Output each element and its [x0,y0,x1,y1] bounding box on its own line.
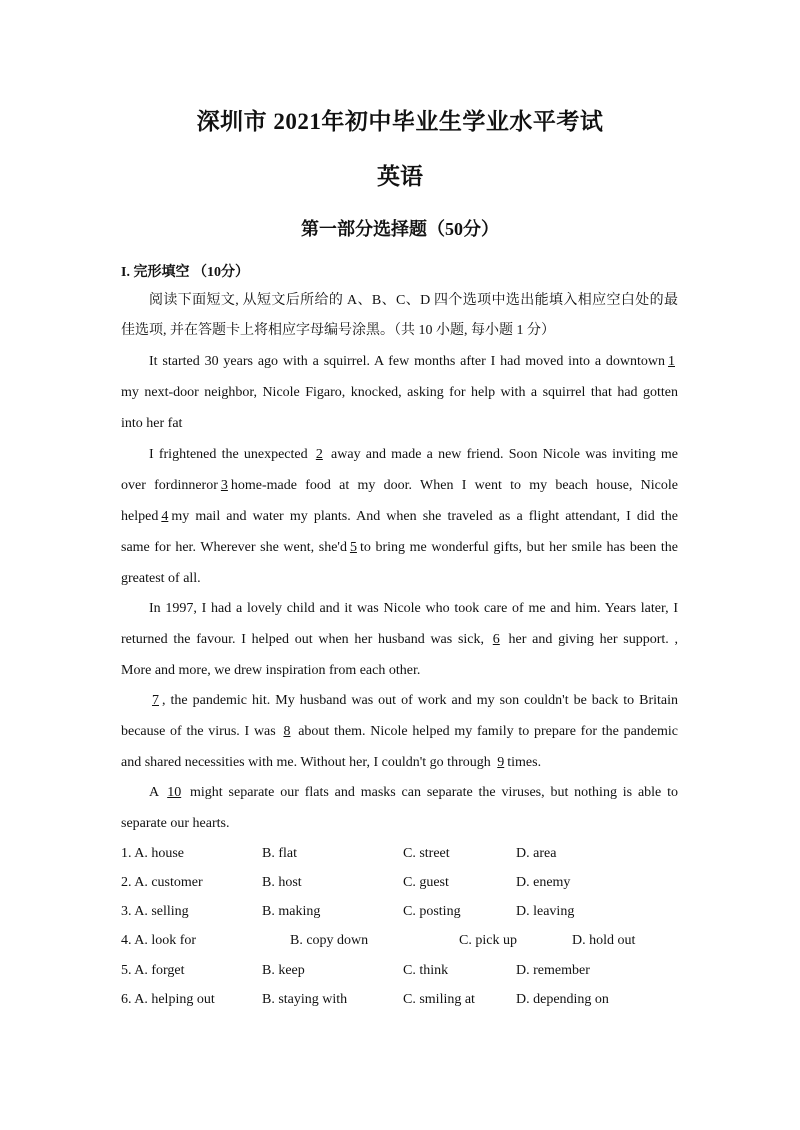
blank-2: 2 [315,447,323,462]
passage-line [121,631,678,649]
passage-text: It started 30 years ago with a squirrel. A few months after I had moved into a downtown [149,354,665,369]
option-1-b: B. flat [262,846,297,861]
option-4-a: 4. A. look for [121,933,197,948]
blank-5: 5 [349,540,357,555]
passage-text: A [149,785,159,800]
passage-line: More and more, we drew inspiration from each other. [121,663,421,678]
passage-text: I frightened the unexpected [149,447,308,462]
passage-text: my mail and water my plants. And when she traveled as a flight attendant, I did the [171,509,678,524]
passage-text: helped [121,509,159,524]
passage-text: about them. Nicole helped my family to prepare for the pandemic [298,724,679,739]
section-heading: I. 完形填空 （10分） [121,265,249,280]
option-6-b: B. staying with [262,992,348,1007]
blank-7: 7 [152,693,159,708]
passage-line: separate our hearts. [121,816,230,831]
option-2-a: 2. A. customer [121,875,203,890]
passage-text: because of the virus. I was [121,724,276,739]
passage-text: returned the favour. I helped out when her husband was sick, [121,632,485,647]
option-2-c: C. guest [403,875,449,890]
passage-text: her and giving her support. , [508,632,679,647]
passage-text: away and made a new friend. Soon Nicole was inviting me [331,447,679,462]
option-3-a: 3. A. selling [121,904,189,919]
option-6-c: C. smiling at [403,992,475,1007]
passage-line [121,754,678,772]
passage-text: and shared necessities with me. Without her, I couldn't go through [121,755,491,770]
exam-title: 深圳市 2021年初中毕业生学业水平考试 [196,109,604,134]
blank-3: 3 [220,478,228,493]
option-6-a: 6. A. helping out [121,992,215,1007]
passage-line: greatest of all. [121,571,201,586]
subject-title: 英语 [377,164,423,189]
passage-line: into her fat [121,416,183,431]
passage-text: same for her. Wherever she went, she'd [121,540,347,555]
passage-text: might separate our flats and masks can separate the viruses, but nothing is able to [190,785,679,800]
part-title: 第一部分选择题（50分） [301,219,499,239]
passage-line [121,446,678,464]
passage-line [121,784,678,802]
passage-text: times. [507,755,542,770]
passage-text: to bring me wonderful gifts, but her smile has been the [359,540,678,555]
option-5-b: B. keep [262,963,305,978]
option-1-c: C. street [403,846,450,861]
blank-9: 9 [497,755,505,770]
option-3-b: B. making [262,904,321,919]
option-4-b: B. copy down [290,933,369,948]
instruction-line-2: 佳选项, 并在答题卡上将相应字母编号涂黑。（共 10 小题, 每小题 1 分） [121,323,555,338]
option-2-b: B. host [262,875,302,890]
option-5-c: C. think [403,963,449,978]
blank-8: 8 [283,724,291,739]
option-1-a: 1. A. house [121,846,184,861]
passage-line: my next-door neighbor, Nicole Figaro, knocked, asking for help with a squirrel that had gotten [121,385,678,400]
option-5-d: D. remember [516,963,590,978]
blank-10: 10 [167,785,182,800]
passage-line [121,539,678,557]
instruction-line-1: 阅读下面短文, 从短文后所给的 A、B、C、D 四个选项中选出能填入相应空白处的最 [149,293,678,308]
option-3-d: D. leaving [516,904,575,919]
passage-line [121,508,678,526]
blank-4: 4 [161,509,169,524]
passage-text: over fordinneror [121,478,218,493]
option-3-c: C. posting [403,904,461,919]
passage-line [121,353,678,371]
option-2-d: D. enemy [516,875,571,890]
option-4-d: D. hold out [572,933,636,948]
option-6-d: D. depending on [516,992,609,1007]
passage-line [121,723,678,741]
blank-6: 6 [492,632,500,647]
option-1-d: D. area [516,846,557,861]
passage-text: home-made food at my door. When I went to my beach house, Nicole [230,478,678,493]
passage-text: , the pandemic hit. My husband was out of work and my son couldn't be back to Britain [162,693,678,708]
option-4-c: C. pick up [459,933,517,948]
option-5-a: 5. A. forget [121,963,185,978]
passage-line [121,692,678,710]
passage-line: In 1997, I had a lovely child and it was Nicole who took care of me and him. Years later, I [149,601,678,616]
passage-line [121,477,678,495]
blank-1: 1 [668,354,675,369]
